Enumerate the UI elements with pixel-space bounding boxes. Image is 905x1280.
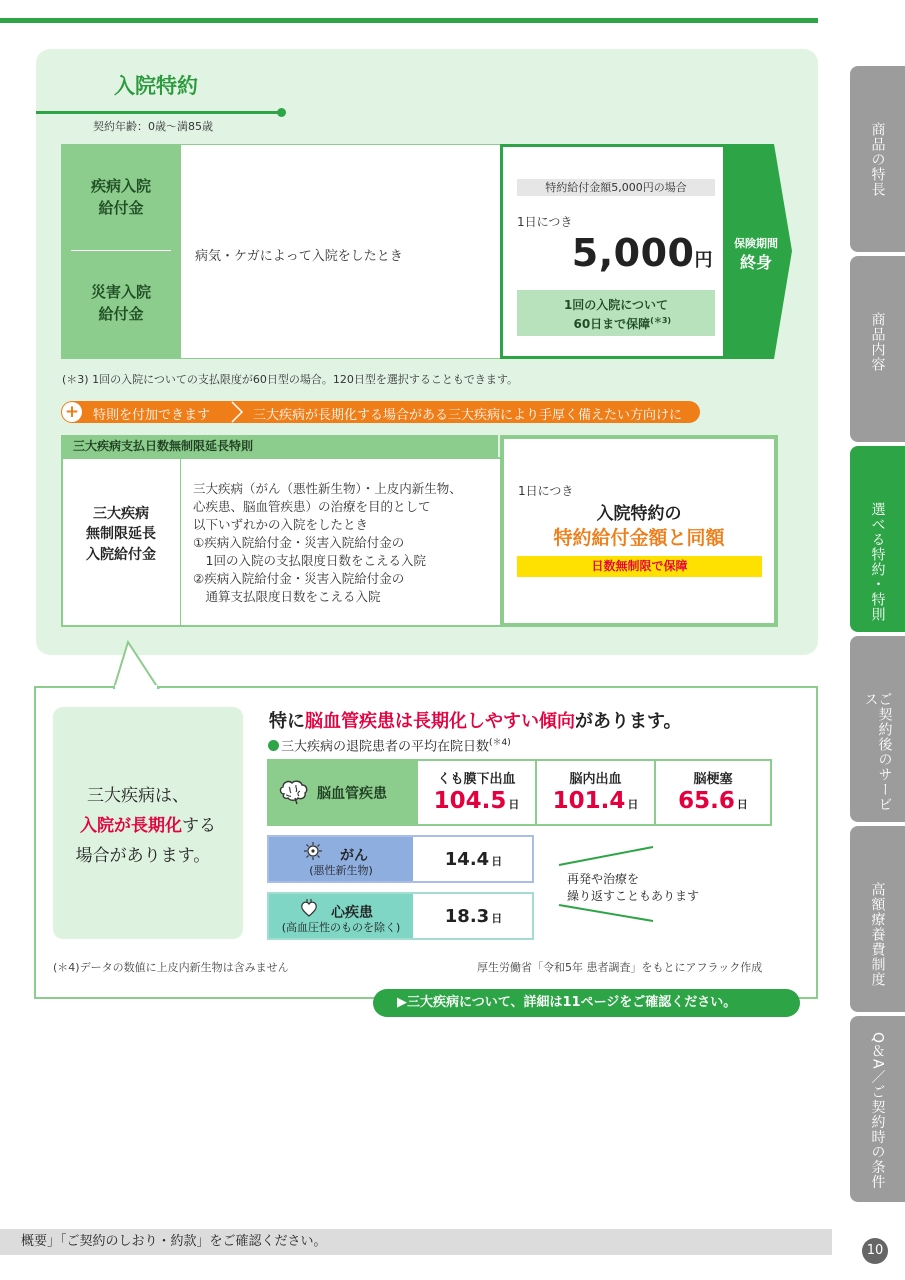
stat-unit: 日 — [627, 798, 639, 811]
label-line: 給付金 — [98, 198, 144, 217]
illness-benefit-label — [61, 176, 181, 220]
benefit-line-2: 特約給付金額と同額 — [553, 527, 725, 549]
stat-value — [656, 788, 770, 814]
top-rule — [0, 18, 818, 23]
stat-unit: 日 — [508, 798, 520, 811]
callout-headline — [269, 707, 682, 733]
cerebrovascular-label-cell — [269, 761, 416, 824]
heart-sublabel: (高血圧性のものを除く) — [281, 921, 401, 934]
subhead-text: 三大疾病の退院患者の平均在院日数 — [281, 739, 490, 755]
summary-highlight: 入院が長期化 — [80, 816, 182, 836]
heart-stats-row — [267, 892, 534, 940]
label-line: 災害入院 — [90, 283, 151, 301]
tab-label: 高額療養費制度 — [869, 882, 886, 987]
heart-value — [415, 906, 532, 927]
summary-line-2 — [63, 811, 233, 836]
details-link-button[interactable]: ▶三大疾病について、詳細は11ページをご確認ください。 — [373, 989, 800, 1017]
tab-label: 選べる特約・特則 — [869, 502, 886, 622]
summary-line-1: 三大疾病は、 — [87, 786, 189, 806]
stat-number: 101.4 — [552, 788, 626, 814]
headline-pre: 特に — [269, 711, 305, 732]
title-underline-dot — [277, 108, 286, 117]
stat-unit: 日 — [491, 912, 503, 925]
limit-text: 60日まで保障 — [573, 317, 651, 331]
stat-value — [537, 788, 654, 814]
accident-benefit-label — [61, 282, 181, 326]
stat-value — [418, 788, 535, 814]
page-number: 10 — [862, 1238, 888, 1264]
coverage-period-arrow — [726, 144, 792, 359]
headline-post: があります。 — [575, 711, 682, 732]
amount-value: 5,000 — [571, 231, 695, 275]
footnote-3: (＊3) 1回の入院についての支払限度が60日型の場合。120日型を選択することもできます。 — [62, 373, 518, 386]
coverage-period-label: 保険期間 — [734, 237, 778, 250]
case-note: 特約給付金額5,000円の場合 — [517, 179, 715, 196]
special-clause-band — [61, 401, 700, 423]
cerebrovascular-stats-row — [267, 759, 772, 826]
bullet-dot-icon — [268, 740, 279, 751]
data-source: 厚生労働省「令和5年 患者調査」をもとにアフラック作成 — [477, 961, 763, 974]
tab-features[interactable] — [850, 66, 905, 252]
headline-highlight: 脳血管疾患は長期化しやすい傾向 — [305, 711, 575, 732]
tab-label: Q＆A／ご契約時の条件 — [869, 1032, 886, 1190]
condition-line: 心疾患、脳血管疾患）の治療を目的として — [193, 499, 431, 514]
cancer-value — [415, 849, 532, 870]
special-condition-cell — [181, 457, 500, 627]
cancer-sublabel: (悪性新生物) — [309, 864, 373, 877]
heart-label: 心疾患 — [331, 905, 373, 921]
special-clause-header: 三大疾病支払日数無制限延長特則 — [61, 435, 498, 457]
tab-qa-conditions[interactable] — [850, 1016, 905, 1202]
stat-number: 65.6 — [678, 788, 735, 814]
tab-label: 商品内容 — [869, 312, 886, 372]
label-divider — [71, 250, 171, 251]
benefit-line-1: 入院特約の — [596, 504, 682, 524]
cancer-stats-row — [267, 835, 534, 883]
footnote-4: (＊4)データの数値に上皮内新生物は含みません — [53, 961, 289, 974]
label-line: 三大疾病 — [93, 506, 149, 522]
cancer-label: がん — [340, 848, 368, 864]
label-line: 給付金 — [98, 304, 144, 323]
special-benefit-amount-cell — [500, 435, 778, 627]
callout-pointer — [112, 640, 162, 690]
payment-condition-cell — [181, 144, 500, 359]
benefit-amount-cell — [500, 144, 726, 359]
limit-line: 1回の入院について — [563, 298, 669, 312]
band-text-2: 三大疾病が長期化する場合がある三大疾病により手厚く備えたい方向けに — [253, 408, 683, 423]
condition-line: ①疾病入院給付金・災害入院給付金の — [193, 535, 405, 550]
bottom-note-bar: 概要」「ご契約のしおり・約款」をご確認ください。 — [0, 1229, 832, 1255]
unlimited-days-badge: 日数無制限で保障 — [517, 556, 762, 577]
tab-riders[interactable] — [850, 446, 905, 632]
stat-number: 14.4 — [444, 849, 490, 870]
recurrence-line: 再発や治療を — [567, 872, 640, 886]
limit-ref: (＊3) — [650, 316, 672, 325]
cancer-label-cell — [269, 837, 413, 881]
day-limit-box — [517, 290, 715, 336]
special-benefit-label — [63, 504, 179, 565]
tab-label: ご契約後のサービス — [862, 692, 893, 812]
tab-label: 商品の特長 — [869, 122, 886, 197]
plus-icon: + — [62, 402, 82, 422]
tab-product-contents[interactable] — [850, 256, 905, 442]
chevron-right-icon — [229, 401, 245, 423]
label-line: 無制限延長 — [86, 526, 156, 543]
condition-line: 通算支払限度日数をこえる入院 — [193, 589, 381, 604]
stat-unit: 日 — [491, 855, 503, 868]
per-day-label: 1日につき — [517, 215, 573, 229]
tab-high-cost-medical[interactable] — [850, 826, 905, 1012]
stat-name: 脳内出血 — [569, 772, 622, 787]
brain-icon — [277, 777, 311, 807]
recurrence-line: 繰り返すこともあります — [567, 889, 700, 903]
stat-cell — [416, 761, 535, 824]
stat-cell — [654, 761, 770, 824]
callout-summary-box — [53, 707, 243, 939]
recurrence-note — [567, 871, 699, 905]
condition-line: ②疾病入院給付金・災害入院給付金の — [193, 571, 405, 586]
stat-name: くも膜下出血 — [437, 772, 516, 787]
stats-subheading — [268, 735, 511, 754]
band-text-1: 特則を付加できます — [93, 408, 211, 423]
per-day-label: 1日につき — [518, 484, 574, 498]
stat-number: 104.5 — [433, 788, 507, 814]
coverage-period-value: 終身 — [739, 253, 772, 272]
label-line: 疾病入院 — [90, 177, 151, 195]
stat-cell — [535, 761, 654, 824]
summary-rest: する — [182, 816, 216, 836]
payment-condition: 病気・ケガによって入院をしたとき — [195, 249, 403, 264]
condition-line: 1回の入院の支払限度日数をこえる入院 — [193, 553, 426, 568]
heart-label-cell — [269, 894, 413, 938]
subhead-ref: (＊4) — [489, 738, 511, 748]
title-underline — [36, 111, 282, 114]
section-title: 入院特約 — [114, 74, 198, 98]
special-benefit-label-cell — [61, 457, 181, 627]
condition-line: 以下いずれかの入院をしたとき — [193, 517, 369, 532]
stat-name: 脳梗塞 — [693, 772, 733, 787]
contract-age: 契約年齢：0歳～満85歳 — [93, 120, 213, 133]
summary-line-3: 場合があります。 — [75, 846, 211, 866]
tab-after-contract-services[interactable] — [850, 636, 905, 822]
label-line: 入院給付金 — [86, 546, 156, 563]
stat-number: 18.3 — [444, 906, 490, 927]
limit-line — [517, 313, 715, 332]
benefit-labels — [61, 144, 181, 359]
benefit-amount — [572, 231, 713, 275]
cerebrovascular-label: 脳血管疾患 — [317, 786, 387, 802]
stat-unit: 日 — [736, 798, 748, 811]
condition-line: 三大疾病（がん（悪性新生物）・上皮内新生物、 — [193, 481, 462, 496]
amount-unit: 円 — [694, 250, 713, 271]
